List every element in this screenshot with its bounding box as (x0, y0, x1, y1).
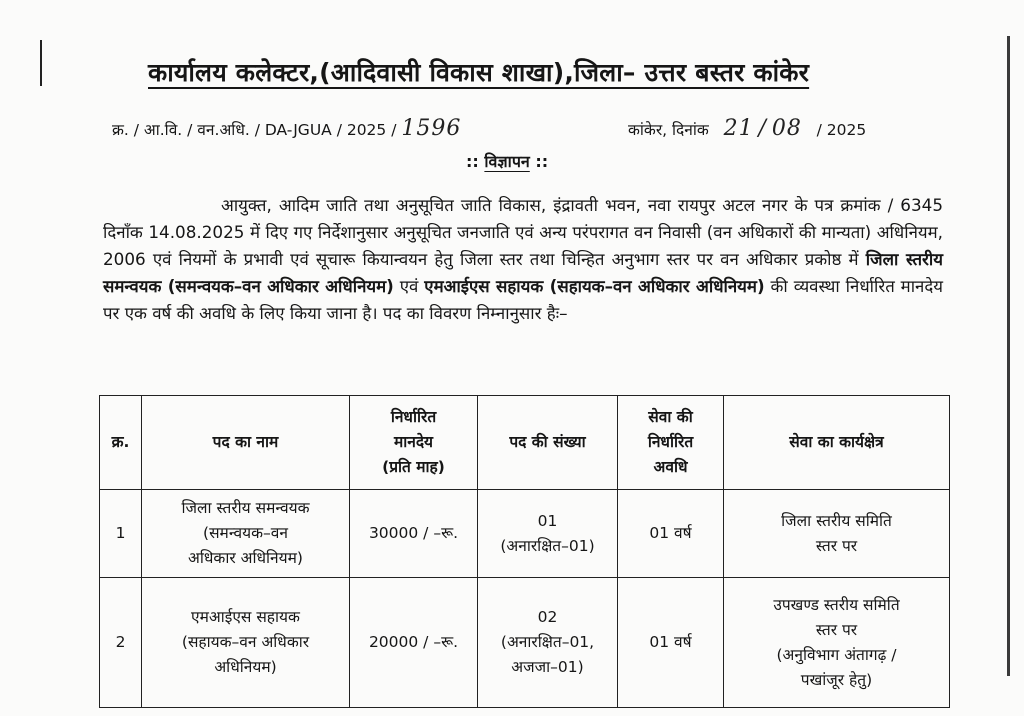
body-part-2: एवं (399, 276, 419, 296)
row-1-post: जिला स्तरीय समन्वयक (समन्वयक–वन अधिकार अधिनियम) (142, 490, 350, 578)
body-part-1: आयुक्त, आदिम जाति तथा अनुसूचित जाति विकास, इंद्रावती भवन, नवा रायपुर अटल नगर के पत्र क्रमांक / 6345 दिनाँक 14.08.2025 में दिए गए निर्देशानुसार अनुसूचित जनजाति एवं अन्य परंपरागत वन निवासी (वन अधिकारों की मान्यता) अधिनियम, 2006 एवं नियमों के प्रभावी एवं सूचारू कियान्वयन हेतु जिला स्तर तथा चिन्हित अनुभाग स्तर पर वन अधिकार प्रकोष्ठ में (103, 195, 943, 269)
row-1-count: 01 (अनारक्षित–01) (478, 490, 618, 578)
row-2-area: उपखण्ड स्तरीय समिति स्तर पर (अनुविभाग अंतागढ़ / पखांजूर हेतु) (724, 578, 950, 708)
header-work-area: सेवा का कार्यक्षेत्र (724, 396, 950, 490)
body-bold-post-1: जिला स्तरीय समन्वयक (समन्वयक–वन अधिकार अधिनियम) (103, 249, 943, 296)
table-row (100, 490, 950, 578)
table-row (100, 578, 950, 708)
place-date-block: कांकेर, दिनांक 21 / 08 / 2025 (628, 116, 867, 141)
margin-line-right (1007, 36, 1010, 676)
reference-prefix: क्र. / आ.वि. / वन.अधि. / DA-JGUA / 2025 / (112, 121, 397, 139)
date-year: / 2025 (816, 121, 867, 139)
row-1-duration: 01 वर्ष (618, 490, 724, 578)
posts-table (99, 395, 950, 708)
notice-colons-right: :: (535, 152, 549, 171)
row-2-duration: 01 वर्ष (618, 578, 724, 708)
row-1-honorarium: 30000 / –रू. (350, 490, 478, 578)
body-part-3: की व्यवस्था निर्धारित मानदेय पर एक वर्ष की अवधि के लिए किया जाना है। पद का विवरण निम्नानुसार हैः– (103, 276, 944, 323)
handwritten-reference-number: 1596 (401, 116, 462, 141)
row-1-area: जिला स्तरीय समिति स्तर पर (724, 490, 950, 578)
row-2-honorarium: 20000 / –रू. (350, 578, 478, 708)
handwritten-month: 08 (771, 116, 802, 141)
body-bold-post-2: एमआईएस सहायक (सहायक–वन अधिकार अधिनियम) (424, 276, 765, 296)
margin-line-left (40, 40, 42, 86)
header-honorarium: निर्धारित मानदेय (प्रति माह) (350, 396, 478, 490)
reference-line (112, 114, 942, 144)
row-2-post: एमआईएस सहायक (सहायक–वन अधिकार अधिनियम) (142, 578, 350, 708)
header-duration: सेवा की निर्धारित अवधि (618, 396, 724, 490)
header-post-count: पद की संख्या (478, 396, 618, 490)
notice-title: विज्ञापन (484, 152, 530, 171)
table-header-row (100, 396, 950, 490)
row-1-sno: 1 (100, 490, 142, 578)
handwritten-day: 21 (723, 116, 754, 141)
office-title: कार्यालय कलेक्टर,(आदिवासी विकास शाखा),जिला– उत्तर बस्तर कांकेर (148, 58, 810, 87)
notice-body (103, 192, 943, 327)
notice-colons-left: :: (466, 152, 479, 171)
place-date-label: कांकेर, दिनांक (628, 121, 709, 139)
reference-number-block (112, 116, 461, 141)
header-post-name: पद का नाम (142, 396, 350, 490)
row-2-sno: 2 (100, 578, 142, 708)
header-sno: क्र. (100, 396, 142, 490)
row-2-count: 02 (अनारक्षित–01, अजजा–01) (478, 578, 618, 708)
notice-heading (466, 150, 548, 172)
